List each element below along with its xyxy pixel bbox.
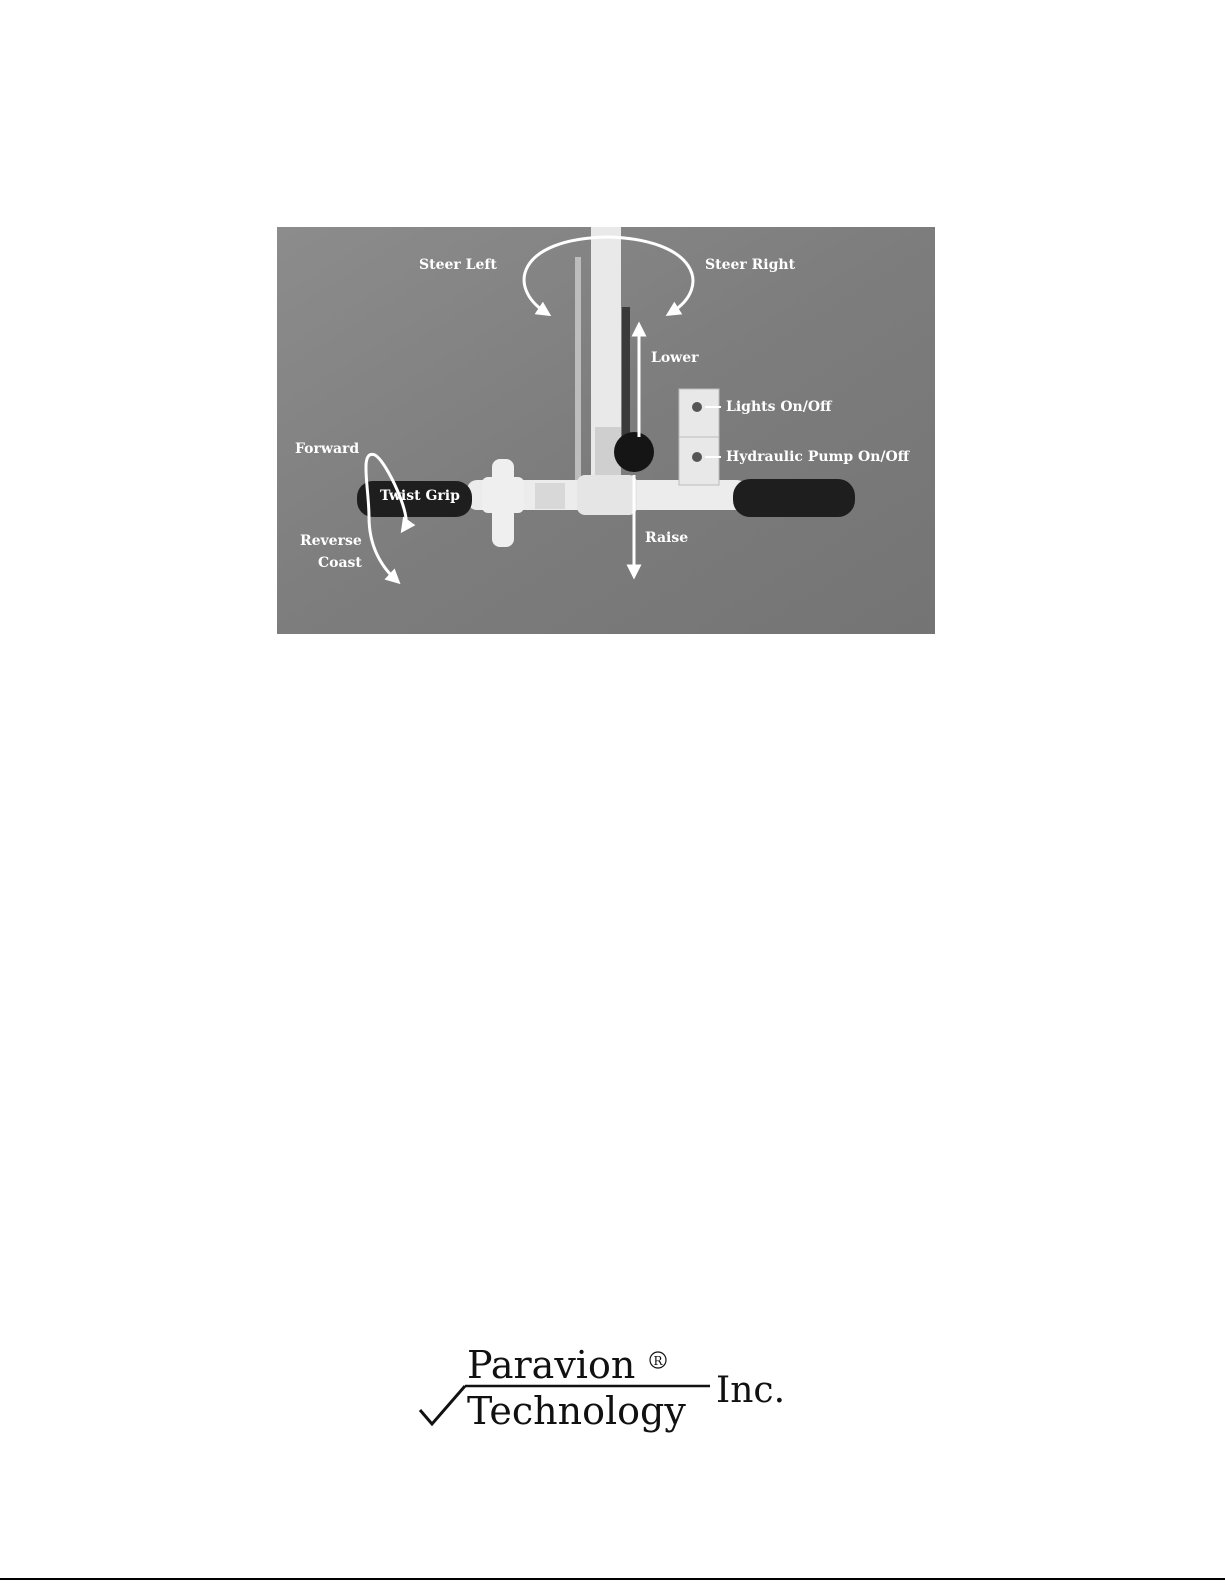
lights-switch (692, 402, 702, 412)
logo-suffix: Inc. (716, 1370, 786, 1411)
label-hydraulic: Hydraulic Pump On/Off (726, 449, 910, 465)
label-reverse: Reverse (300, 533, 362, 549)
control-handle-photo (277, 227, 935, 634)
label-lights: Lights On/Off (726, 399, 832, 415)
control-knob (614, 432, 654, 472)
pump-switch (692, 452, 702, 462)
label-lower: Lower (651, 350, 699, 366)
logo-line1: Paravion (467, 1343, 636, 1387)
label-steer-left: Steer Left (419, 257, 497, 273)
registered-letter: R (653, 1354, 663, 1368)
label-twist-grip: Twist Grip (380, 488, 460, 504)
checkmark-icon (420, 1386, 465, 1424)
logo-line2: Technology (467, 1389, 686, 1433)
company-logo (410, 1340, 810, 1450)
label-coast: Coast (318, 555, 362, 571)
bottom-rule (0, 1578, 1225, 1580)
label-raise: Raise (645, 530, 689, 546)
label-forward: Forward (295, 441, 360, 457)
right-grip (733, 479, 855, 517)
label-steer-right: Steer Right (705, 257, 796, 273)
